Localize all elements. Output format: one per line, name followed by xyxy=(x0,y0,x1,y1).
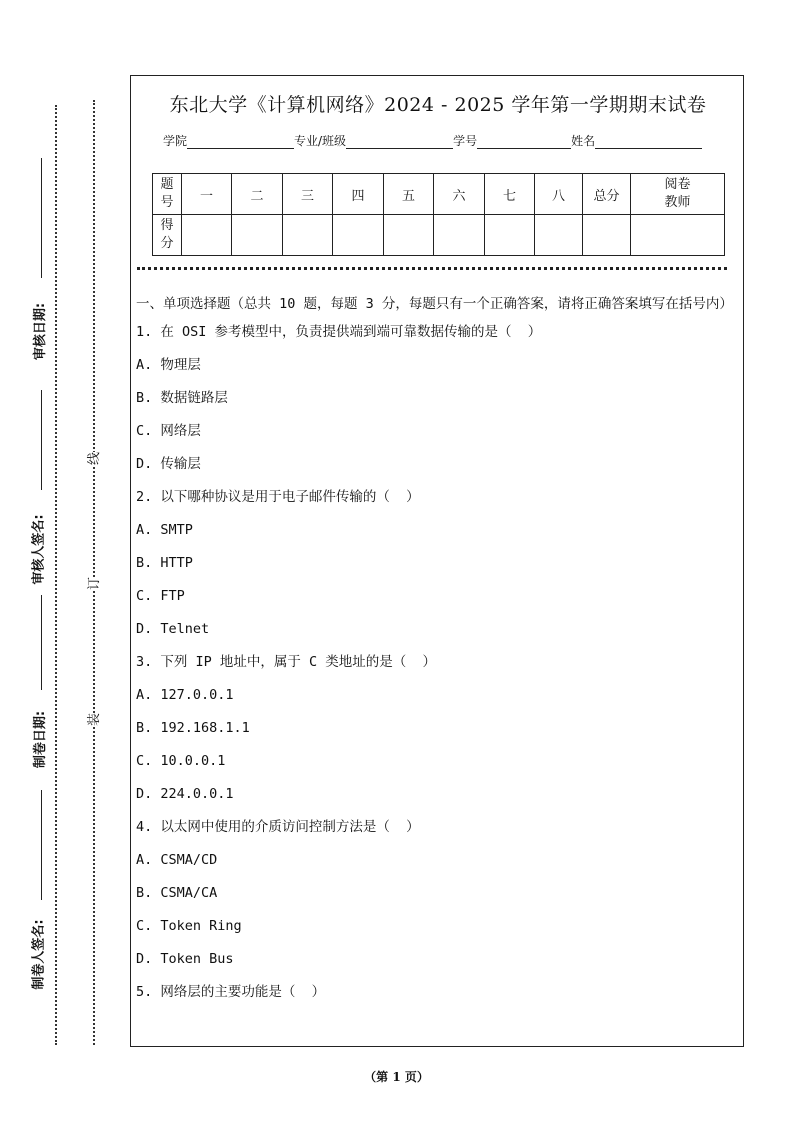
score-table-header-row xyxy=(153,174,725,215)
score-col-header: 一 xyxy=(182,174,232,215)
score-col-header: 二 xyxy=(232,174,283,215)
exam-title: 东北大学《计算机网络》2024 - 2025 学年第一学期期末试卷 xyxy=(169,94,707,116)
option: B. 数据链路层 xyxy=(136,390,228,406)
page-number: （第 1 页） xyxy=(364,1070,429,1084)
option: A. 物理层 xyxy=(136,357,201,373)
option: D. 传输层 xyxy=(136,456,201,472)
college-blank[interactable] xyxy=(187,134,294,149)
questions-section xyxy=(136,294,736,1015)
score-cell[interactable] xyxy=(182,215,232,256)
score-col-header: 八 xyxy=(535,174,583,215)
score-cell[interactable] xyxy=(232,215,283,256)
option: A. CSMA/CD xyxy=(136,852,218,868)
score-cell[interactable] xyxy=(535,215,583,256)
question-text: 4. 以太网中使用的介质访问控制方法是（ ） xyxy=(136,819,420,835)
binding-mark-order: 订 xyxy=(81,577,104,590)
question-text: 5. 网络层的主要功能是（ ） xyxy=(136,984,326,1000)
score-col-header: 五 xyxy=(384,174,434,215)
question-text: 3. 下列 IP 地址中，属于 C 类地址的是（ ） xyxy=(136,654,437,670)
score-table xyxy=(152,173,725,256)
score-table-score-row xyxy=(153,215,725,256)
signature-line xyxy=(41,390,42,490)
question-number-label: 题 号 xyxy=(153,174,182,215)
score-col-header: 七 xyxy=(485,174,535,215)
option: A. 127.0.0.1 xyxy=(136,687,234,703)
score-col-header: 三 xyxy=(283,174,333,215)
score-cell[interactable] xyxy=(283,215,333,256)
grader-cell[interactable] xyxy=(631,215,725,256)
major-blank[interactable] xyxy=(346,134,453,149)
signature-line xyxy=(41,790,42,900)
score-cell[interactable] xyxy=(434,215,485,256)
question-text: 1. 在 OSI 参考模型中，负责提供端到端可靠数据传输的是（ ） xyxy=(136,324,542,340)
student-id-blank[interactable] xyxy=(477,134,571,149)
review-date-label: 审核日期: xyxy=(29,301,48,362)
binding-mark-install: 装 xyxy=(81,713,104,726)
score-col-header: 总分 xyxy=(583,174,631,215)
binding-dotted-line-left xyxy=(55,105,57,1045)
score-col-header: 四 xyxy=(333,174,384,215)
option: C. 10.0.0.1 xyxy=(136,753,226,769)
section-title: 一、单项选择题（总共 10 题，每题 3 分，每题只有一个正确答案，请将正确答案填写在括号内） xyxy=(136,296,733,312)
section-separator xyxy=(137,267,727,270)
question-text: 2. 以下哪种协议是用于电子邮件传输的（ ） xyxy=(136,489,420,505)
compiler-signature-label: 制卷人签名: xyxy=(28,917,47,991)
grader-col-header: 阅卷 教师 xyxy=(631,174,725,215)
score-cell[interactable] xyxy=(485,215,535,256)
student-info-row xyxy=(163,132,702,149)
option: C. Token Ring xyxy=(136,918,242,934)
option: C. FTP xyxy=(136,588,185,604)
score-cell[interactable] xyxy=(333,215,384,256)
option: D. 224.0.0.1 xyxy=(136,786,234,802)
option: B. 192.168.1.1 xyxy=(136,720,250,736)
reviewer-signature-label: 审核人签名: xyxy=(28,512,47,586)
college-label: 学院 xyxy=(163,134,188,148)
compile-date-label: 制卷日期: xyxy=(29,709,48,770)
student-id-label: 学号 xyxy=(453,134,478,148)
score-cell[interactable] xyxy=(583,215,631,256)
option: D. Token Bus xyxy=(136,951,234,967)
score-col-header: 六 xyxy=(434,174,485,215)
major-label: 专业/班级 xyxy=(294,134,347,148)
option: D. Telnet xyxy=(136,621,210,637)
score-cell[interactable] xyxy=(384,215,434,256)
binding-dotted-line-mid xyxy=(93,100,95,1045)
signature-line xyxy=(41,595,42,690)
option: A. SMTP xyxy=(136,522,193,538)
name-blank[interactable] xyxy=(595,134,702,149)
binding-mark-line: 线 xyxy=(81,452,104,465)
signature-line xyxy=(41,158,42,278)
option: C. 网络层 xyxy=(136,423,201,439)
option: B. CSMA/CA xyxy=(136,885,218,901)
option: B. HTTP xyxy=(136,555,193,571)
score-row-label: 得 分 xyxy=(153,215,182,256)
exam-paper xyxy=(130,75,744,1047)
name-label: 姓名 xyxy=(571,134,596,148)
